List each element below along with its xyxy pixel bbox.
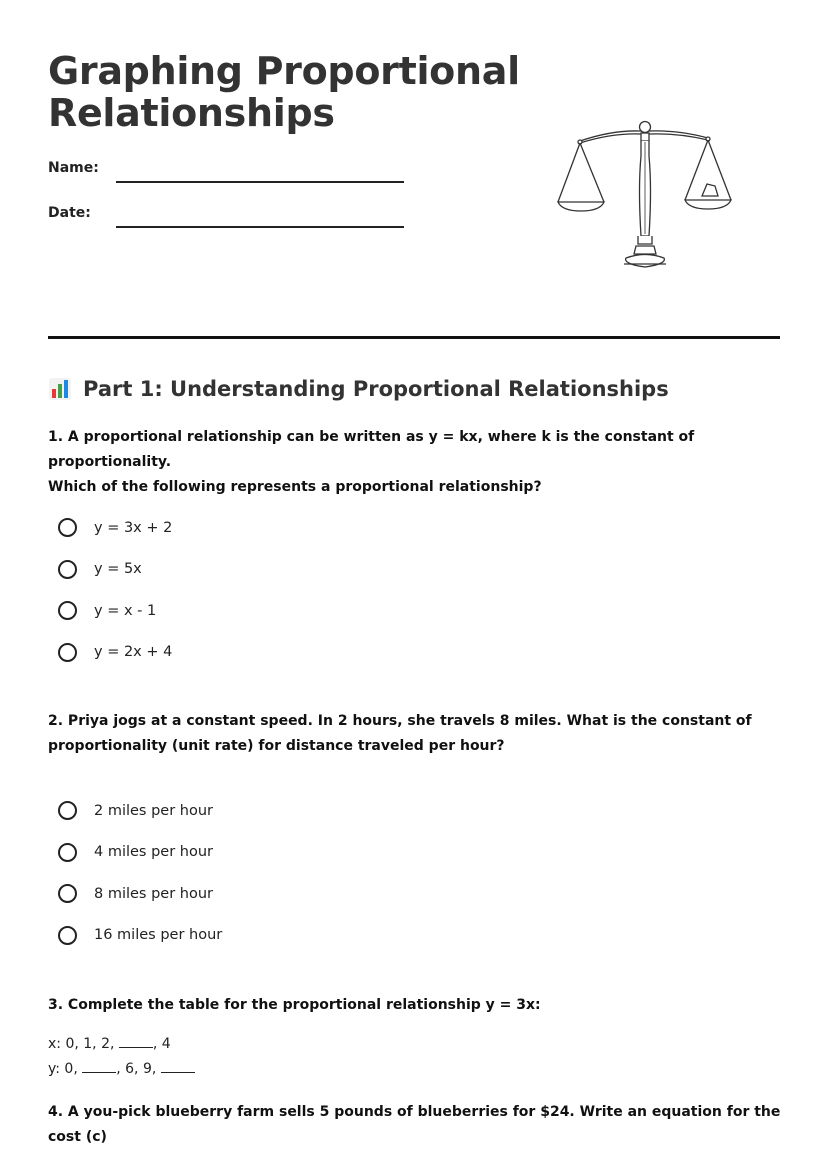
question-1-option-a[interactable]	[58, 507, 172, 549]
title-line-2: Relationships	[48, 91, 335, 135]
name-field[interactable]	[48, 160, 408, 190]
question-2	[48, 709, 788, 759]
title-line-1: Graphing Proportional	[48, 49, 520, 93]
table-x-prefix: x: 0, 1, 2,	[48, 1036, 115, 1052]
option-label: 8 miles per hour	[94, 885, 214, 902]
section-divider	[48, 336, 780, 339]
part1-heading	[48, 374, 669, 404]
date-line[interactable]	[116, 226, 404, 228]
question-2-options	[58, 790, 222, 956]
question-1-options	[58, 507, 172, 673]
table-x-suffix: , 4	[152, 1036, 171, 1052]
balance-scale-icon	[552, 118, 742, 278]
table-x-blank[interactable]	[119, 1046, 153, 1048]
option-label: y = x - 1	[94, 602, 157, 619]
option-label: y = 2x + 4	[94, 644, 173, 661]
table-y-prefix: y: 0,	[48, 1061, 78, 1077]
question-2-option-c[interactable]	[58, 873, 222, 915]
question-1	[48, 425, 788, 500]
question-3	[48, 993, 788, 1018]
question-1-line-2: Which of the following represents a proportional relationship?	[48, 479, 542, 495]
name-label: Name:	[48, 160, 99, 176]
radio-button[interactable]	[58, 601, 77, 620]
question-1-option-c[interactable]	[58, 590, 172, 632]
question-1-option-d[interactable]	[58, 632, 172, 674]
question-4	[48, 1100, 788, 1150]
question-1-line-1: 1. A proportional relationship can be written as y = kx, where k is the constant of proportionality.	[48, 429, 695, 470]
radio-button[interactable]	[58, 518, 77, 537]
question-2-line-2: proportionality (unit rate) for distance traveled per hour?	[48, 738, 505, 754]
table-y-blank-2[interactable]	[161, 1071, 195, 1073]
question-2-option-b[interactable]	[58, 832, 222, 874]
radio-button[interactable]	[58, 843, 77, 862]
bar-chart-icon	[48, 377, 72, 401]
radio-button[interactable]	[58, 560, 77, 579]
radio-button[interactable]	[58, 884, 77, 903]
table-y-middle: , 6, 9,	[116, 1061, 157, 1077]
date-field[interactable]	[48, 205, 408, 235]
option-label: 2 miles per hour	[94, 802, 214, 819]
bar-chart-icon-bar-green	[58, 384, 62, 398]
option-label: 16 miles per hour	[94, 927, 223, 944]
table-y-blank-1[interactable]	[82, 1071, 116, 1073]
question-2-option-d[interactable]	[58, 915, 222, 957]
option-label: y = 5x	[94, 561, 142, 578]
date-label: Date:	[48, 205, 91, 221]
option-label: 4 miles per hour	[94, 844, 214, 861]
radio-button[interactable]	[58, 926, 77, 945]
part1-title: Part 1: Understanding Proportional Relationships	[83, 377, 669, 401]
question-3-text: 3. Complete the table for the proportional relationship y = 3x:	[48, 997, 541, 1013]
option-label: y = 3x + 2	[94, 519, 173, 536]
radio-button[interactable]	[58, 801, 77, 820]
question-2-option-a[interactable]	[58, 790, 222, 832]
bar-chart-icon-bar-blue	[64, 380, 68, 398]
name-line[interactable]	[116, 181, 404, 183]
bar-chart-icon-bar-red	[52, 389, 56, 398]
worksheet-title	[48, 50, 520, 134]
radio-button[interactable]	[58, 643, 77, 662]
question-4-text: 4. A you-pick blueberry farm sells 5 pounds of blueberries for $24. Write an equation for the cost (c)	[48, 1104, 781, 1145]
table-x-row	[48, 1036, 171, 1052]
question-2-line-1: 2. Priya jogs at a constant speed. In 2 hours, she travels 8 miles. What is the constant of	[48, 713, 752, 729]
table-y-row	[48, 1061, 195, 1077]
question-1-option-b[interactable]	[58, 549, 172, 591]
